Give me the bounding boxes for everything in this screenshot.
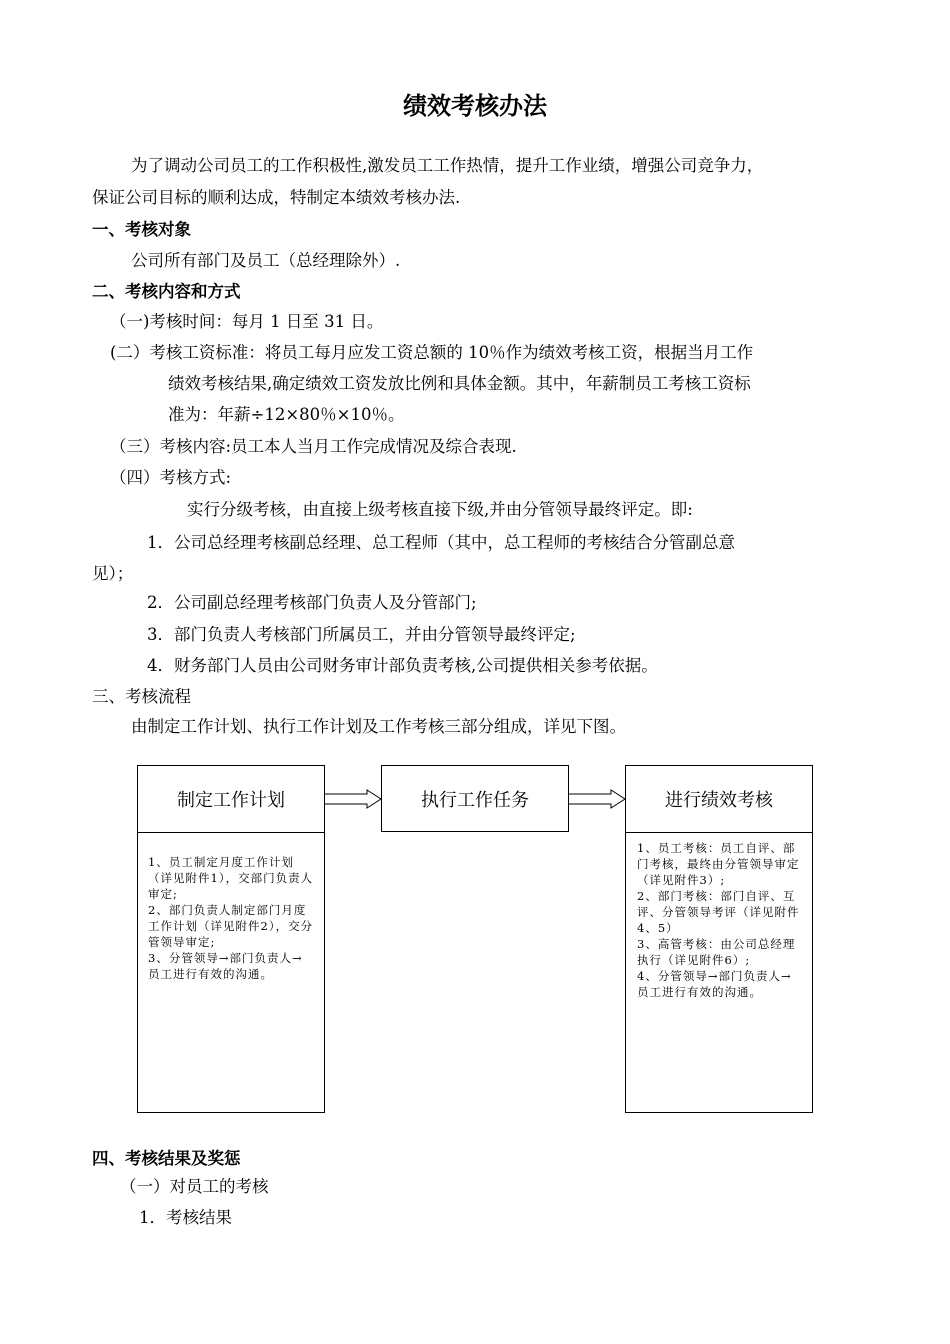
section-2-item-3: （三）考核内容:员工本人当月工作完成情况及综合表现. [110,437,517,456]
section-2-item-4: （四）考核方式: [110,468,232,487]
section-1-heading: 一、考核对象 [92,220,191,239]
section-2-item-1: （一)考核时间：每月 1 日至 31 日。 [110,312,384,331]
method-1-line-2: 见）； [92,564,134,583]
method-intro: 实行分级考核，由直接上级考核直接下级,并由分管领导最终评定。即: [187,500,693,519]
flow-box-plan-body: 1、员工制定月度工作计划（详见附件1），交部门负责人审定; 2、部门负责人制定部门月度工作计划（详见附件2），交分管领导审定; 3、分管领导→部门负责人→员工进行有效的沟通。 [148,855,314,981]
section-3-heading: 三、考核流程 [92,687,191,706]
flow-box-plan-title: 制定工作计划 [138,766,324,833]
flow-box-evaluate-title: 进行绩效考核 [626,766,812,833]
section-4-sub-1-item-1: 1．考核结果 [139,1208,232,1227]
section-2-heading: 二、考核内容和方式 [92,282,241,301]
flow-box-evaluate [625,765,813,1113]
section-2-item-2-line-2: 绩效考核结果,确定绩效工资发放比例和具体金额。其中，年薪制员工考核工资标 [168,374,751,393]
section-3-text: 由制定工作计划、执行工作计划及工作考核三部分组成，详见下图。 [131,717,626,736]
method-1-line-1: 1．公司总经理考核副总经理、总工程师（其中，总工程师的考核结合分管副总意 [147,533,735,552]
intro-line-1: 为了调动公司员工的工作积极性,激发员工工作热情，提升工作业绩，增强公司竞争力， [131,156,764,175]
flow-box-evaluate-body: 1、员工考核：员工自评、部门考核，最终由分管领导审定（详见附件3）; 2、部门考核：部门自评、互评、分管领导考评（详见附件4、5） 3、高管考核：由公司总经理执行（详见附件6）; 4、分管领导→部门负责人→员工进行有效的沟通。 [637,841,800,999]
method-4: 4．财务部门人员由公司财务审计部负责考核,公司提供相关参考依据。 [147,656,658,675]
flow-box-execute [381,765,569,832]
section-2-item-2-line-1: (二）考核工资标准：将员工每月应发工资总额的 10％作为绩效考核工资，根据当月工作 [110,343,754,362]
flow-arrow-1 [325,789,383,809]
flow-box-execute-title: 执行工作任务 [421,789,529,811]
method-2: 2．公司副总经理考核部门负责人及分管部门; [147,593,477,612]
flow-box-plan [137,765,325,1113]
method-3: 3．部门负责人考核部门所属员工，并由分管领导最终评定; [147,625,576,644]
section-1-text: 公司所有部门及员工（总经理除外）. [131,251,401,270]
intro-line-2: 保证公司目标的顺利达成，特制定本绩效考核办法. [92,188,461,207]
section-4-sub-1: （一）对员工的考核 [120,1177,269,1196]
section-4-heading: 四、考核结果及奖惩 [92,1149,241,1168]
section-2-item-2-line-3: 准为：年薪÷12×80％×10％。 [168,405,405,424]
document-title: 绩效考核办法 [403,91,547,120]
flow-arrow-2 [569,789,627,809]
